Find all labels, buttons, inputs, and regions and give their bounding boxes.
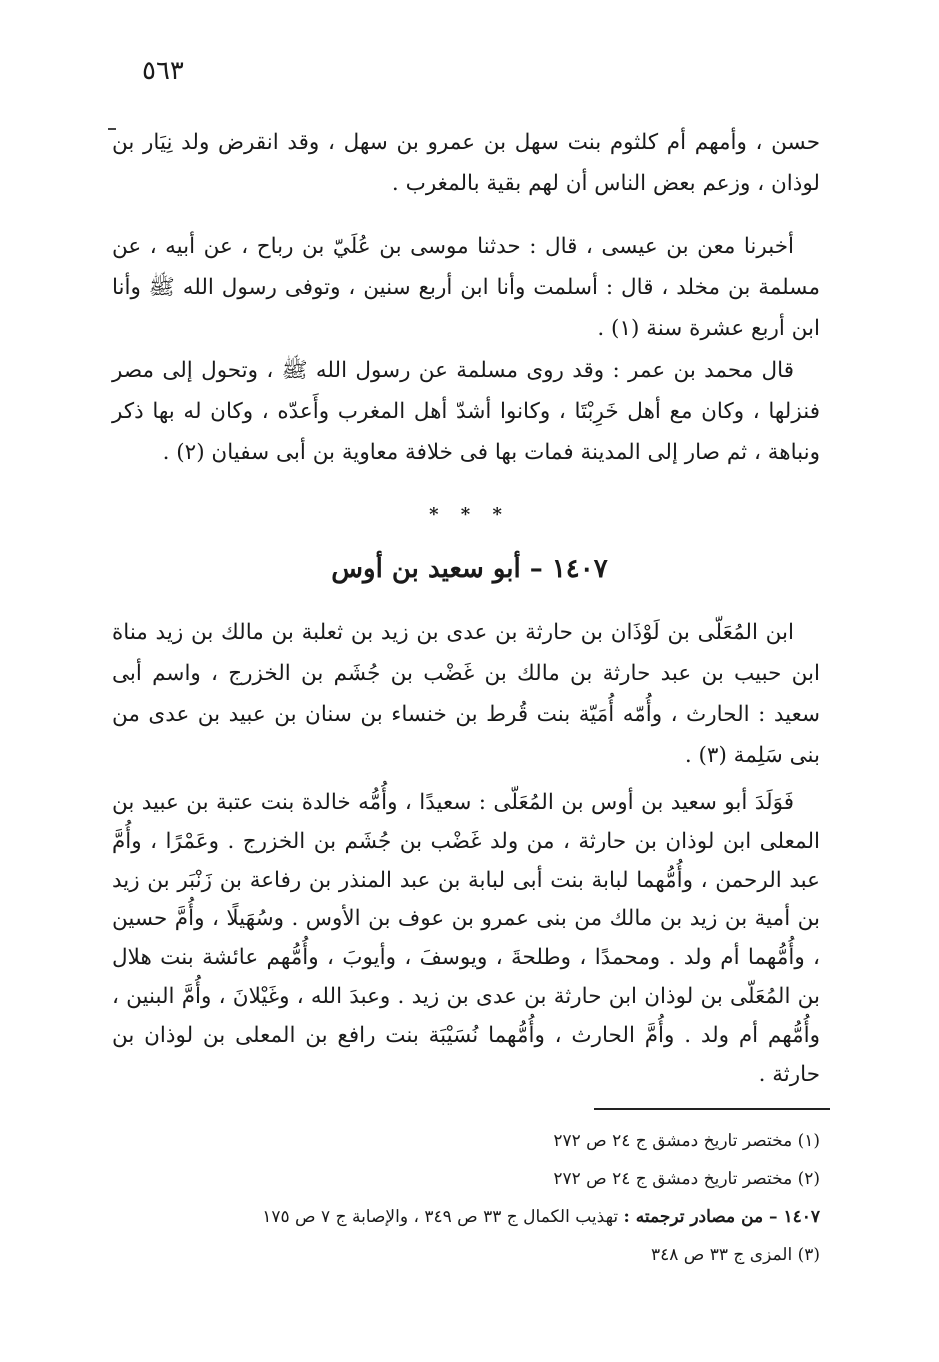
- paragraph-lineage: [112, 612, 820, 776]
- paragraph-continuation: [112, 122, 820, 204]
- paragraph-commentary: [112, 350, 820, 473]
- footnotes: [112, 1122, 820, 1274]
- footnote-3: [112, 1236, 820, 1274]
- paragraph-text: حسن ، وأمهم أم كلثوم بنت سهل بن عمرو بن سهل ، وقد انقرض ولد نِيَار بن لوذان ، وزعم بعض الناس أن لهم بقية بالمغرب .: [112, 130, 820, 196]
- footnote-text: (١) مختصر تاريخ دمشق ج ٢٤ ص ٢٧٢: [553, 1131, 820, 1151]
- footnote-1: [112, 1122, 820, 1160]
- paragraph-text: فَوَلَدَ أبو سعيد بن أوس بن المُعَلّى : سعيدًا ، وأُمُّه خالدة بنت عتبة بن عبيد بن المعلى ابن لوذان بن حارثة ، من ولد غَضْب بن جُشَم بن الخزرج . وعَمْرًا ، وأُمَّ عبد الرحمن ، وأُمُّهما لبابة بنت أبى لبابة بن عبد المنذر بن رفاعة بن زَنْبَر بن زيد بن أمية بن زيد بن مالك من بنى عمرو بن عوف بن الأوس . وسُهَيلًا ، وأُمَّ حسين ، وأُمُّهما أم ولد . ومحمدًا ، وطلحةَ ، ويوسفَ ، وأيوبَ ، وأُمُّهم عائشة بنت هلال بن المُعَلّى بن لوذان ابن حارثة بن عدى بن زيد . وعبدَ الله ، وغَيْلانَ ، وأُمَّ البنين ، وأُمُّهم أم ولد . وأُمَّ الحارث ، وأُمُّهما نُسَيْبَة بنت رافع بن المعلى بن لوذان بن حارثة .: [112, 790, 820, 1087]
- paragraph-text: ابن المُعَلّى بن لَوْذَان بن حارثة بن عدى بن زيد بن ثعلبة بن مالك بن زيد مناة ابن حبيب بن عبد حارثة بن مالك بن غَضْب بن جُشَم بن الخزرج ، واسم أبى سعيد : الحارث ، وأُمّه أُمَيّة بنت قُرط بن خنساء بن سنان بن عبيد بن عدى من بنى سَلِمة (٣) .: [112, 620, 820, 768]
- section-separator: * * *: [429, 504, 510, 525]
- paragraph-narration: [112, 226, 820, 349]
- footnote-sources: [112, 1198, 820, 1236]
- entry-heading: ١٤٠٧ – أبو سعيد بن أوس: [331, 554, 608, 584]
- footnote-2: [112, 1160, 820, 1198]
- footnote-text: (٣) المزى ج ٣٣ ص ٣٤٨: [650, 1245, 820, 1265]
- paragraph-text: قال محمد بن عمر : وقد روى مسلمة عن رسول الله ﷺ ، وتحول إلى مصر فنزلها ، وكان مع أهل خَرِبْتَا ، وكانوا أشدّ أهل المغرب وأَعدّه ، وكان له بها ذكر ونباهة ، ثم صار إلى المدينة فمات بها فى خلافة معاوية بن أبى سفيان (٢) .: [112, 358, 820, 465]
- footnote-sources-label: ١٤٠٧ – من مصادر ترجمته :: [623, 1207, 820, 1227]
- footnote-text: (٢) مختصر تاريخ دمشق ج ٢٤ ص ٢٧٢: [553, 1169, 820, 1189]
- page-number: ٥٦٣: [142, 56, 184, 86]
- footnote-text: تهذيب الكمال ج ٣٣ ص ٣٤٩ ، والإصابة ج ٧ ص ١٧٥: [262, 1207, 624, 1227]
- paragraph-offspring: [112, 784, 820, 1094]
- footnote-rule: [594, 1108, 830, 1110]
- paragraph-text: أخبرنا معن بن عيسى ، قال : حدثنا موسى بن عُلَيّ بن رباح ، عن أبيه ، عن مسلمة بن مخلد ، قال : أسلمت وأنا ابن أربع سنين ، وتوفى رسول الله ﷺ وأنا ابن أربع عشرة سنة (١) .: [112, 234, 820, 341]
